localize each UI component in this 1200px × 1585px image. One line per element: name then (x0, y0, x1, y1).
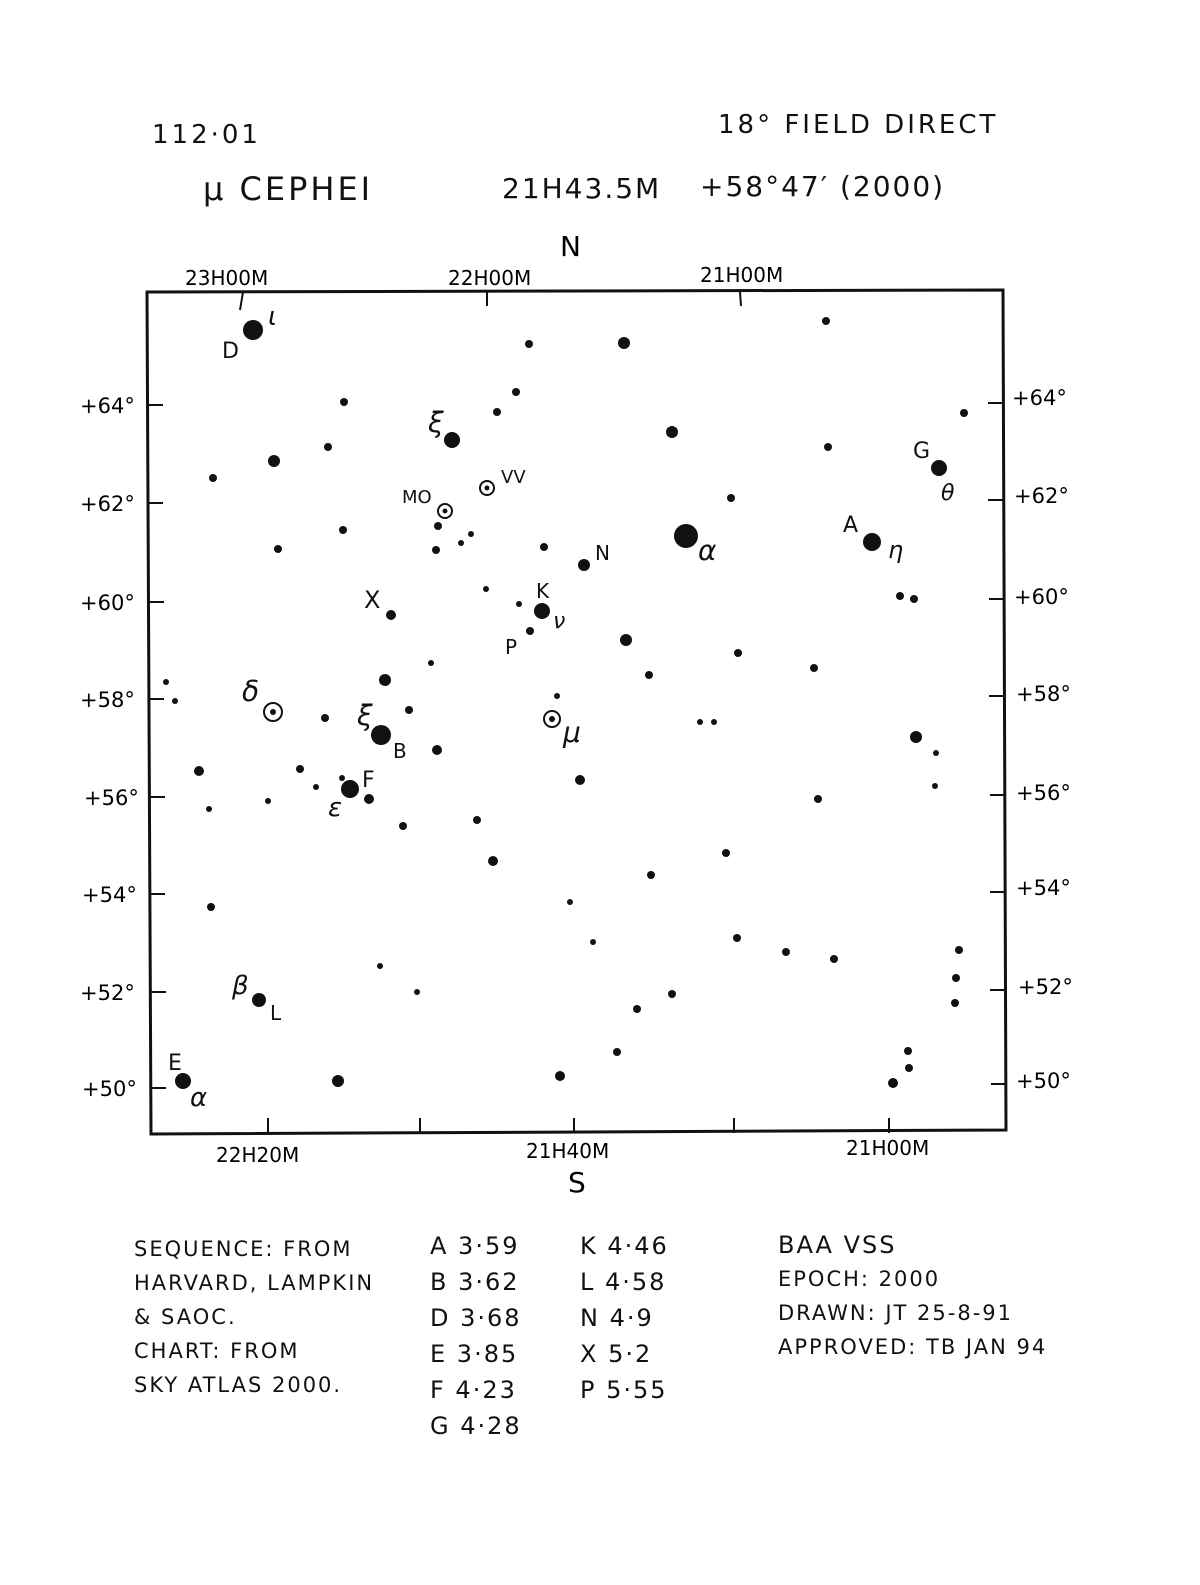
star (668, 990, 676, 998)
right-dec-label: +58° (1016, 682, 1071, 706)
top-tick-21h (740, 292, 741, 306)
right-dec-label: +56° (1016, 781, 1071, 805)
variable-star-centres (270, 486, 555, 723)
star (414, 989, 420, 995)
label-D: D (222, 339, 239, 364)
star (554, 693, 560, 699)
star (932, 783, 938, 789)
star (268, 455, 280, 467)
star (207, 903, 215, 911)
star (534, 603, 550, 619)
sequence-column-2 (580, 1228, 669, 1408)
left-dec-label: +60° (80, 591, 135, 615)
right-dec-label: +52° (1018, 975, 1073, 999)
sequence-entry: B 3·62 (430, 1268, 520, 1296)
left-dec-label: +52° (80, 981, 135, 1005)
info-line: APPROVED: TB JAN 94 (778, 1335, 1048, 1359)
label-alpha2: α (190, 1083, 208, 1113)
sequence-source (134, 1232, 374, 1402)
star (905, 1064, 913, 1072)
star (405, 706, 413, 714)
label-iota: ι (268, 302, 277, 332)
source-line: HARVARD, LAMPKIN (134, 1271, 375, 1295)
star (339, 775, 345, 781)
bottom-ra-label: 22H20M (216, 1143, 300, 1167)
star (578, 559, 590, 571)
star (618, 337, 630, 349)
source-line: & SAOC. (134, 1305, 237, 1329)
star (296, 765, 304, 773)
left-dec-label: +54° (82, 883, 137, 907)
star (468, 531, 474, 537)
sequence-entry: N 4·9 (580, 1304, 654, 1332)
star (888, 1078, 898, 1088)
label-nu: ν (553, 609, 566, 634)
right-dec-label: +50° (1016, 1069, 1071, 1093)
field-label: 18° FIELD DIRECT (718, 110, 999, 140)
star (526, 627, 534, 635)
source-line: SEQUENCE: FROM (134, 1237, 353, 1261)
bottom-ra-label: 21H00M (846, 1136, 930, 1160)
source-line: SKY ATLAS 2000. (134, 1373, 343, 1397)
star (666, 426, 678, 438)
star (633, 1005, 641, 1013)
top-ra-label: 23H00M (185, 266, 269, 290)
star (274, 545, 282, 553)
star (540, 543, 548, 551)
left-dec-label: +64° (80, 394, 135, 418)
star (371, 725, 391, 745)
left-dec-label: +50° (82, 1077, 137, 1101)
label-F: F (362, 768, 375, 793)
star (647, 871, 655, 879)
top-ra-label: 21H00M (700, 263, 784, 287)
star (951, 999, 959, 1007)
star (321, 714, 329, 722)
sequence-entry: P 5·55 (580, 1376, 668, 1404)
star (896, 592, 904, 600)
star (206, 806, 212, 812)
star (483, 586, 489, 592)
label-VV: VV (501, 467, 526, 488)
star (377, 963, 383, 969)
star (444, 432, 460, 448)
star (324, 443, 332, 451)
star (265, 798, 271, 804)
star (434, 522, 442, 530)
star (613, 1048, 621, 1056)
star (432, 745, 442, 755)
star (697, 719, 703, 725)
star (960, 409, 968, 417)
star (575, 775, 585, 785)
star-labels (168, 302, 955, 1113)
sequence-entry: K 4·46 (580, 1232, 669, 1260)
left-dec-label: +58° (80, 688, 135, 712)
star (313, 784, 319, 790)
star (567, 899, 573, 905)
label-MO: MO (402, 487, 432, 508)
sequence-entry: G 4·28 (430, 1412, 522, 1440)
star (674, 524, 698, 548)
label-alpha: α (698, 534, 717, 567)
star (252, 993, 266, 1007)
star (733, 934, 741, 942)
stars (163, 317, 968, 1089)
star (810, 664, 818, 672)
star (163, 679, 169, 685)
label-E: E (168, 1051, 182, 1076)
right-dec-label: +64° (1012, 386, 1067, 410)
star (955, 946, 963, 954)
star (830, 955, 838, 963)
chart-info (778, 1228, 1047, 1364)
star (910, 731, 922, 743)
star (722, 849, 730, 857)
label-xi-top: ξ (428, 406, 444, 439)
label-epsilon: ε (328, 793, 343, 823)
star (386, 610, 396, 620)
north-label: N (560, 230, 581, 263)
star (822, 317, 830, 325)
label-P: P (505, 635, 518, 659)
star (814, 795, 822, 803)
top-tick-23h (240, 292, 243, 310)
right-dec-axis (988, 386, 1073, 1093)
label-B: B (393, 739, 407, 763)
sequence-entry: L 4·58 (580, 1268, 667, 1296)
source-line: CHART: FROM (134, 1339, 300, 1363)
star (727, 494, 735, 502)
star (432, 546, 440, 554)
star (734, 649, 742, 657)
star (952, 974, 960, 982)
sequence-entry: D 3·68 (430, 1304, 522, 1332)
sequence-entry: F 4·23 (430, 1376, 517, 1404)
top-ra-label: 22H00M (448, 266, 532, 290)
label-eta: η (888, 536, 904, 564)
label-beta: β (232, 971, 249, 1001)
star (473, 816, 481, 824)
right-dec-label: +62° (1014, 484, 1069, 508)
sequence-entry: X 5·2 (580, 1340, 653, 1368)
dec-coordinate: +58°47′ (2000) (700, 170, 946, 203)
star (525, 340, 533, 348)
star (243, 320, 263, 340)
label-K: K (536, 579, 550, 603)
label-xi: ξ (357, 699, 373, 732)
south-label: S (568, 1166, 586, 1199)
star (931, 460, 947, 476)
star (782, 948, 790, 956)
left-dec-axis (80, 394, 166, 1101)
bottom-ra-label: 21H40M (526, 1139, 610, 1163)
star (458, 540, 464, 546)
star (399, 822, 407, 830)
label-delta: δ (242, 675, 260, 708)
star (339, 526, 347, 534)
star (590, 939, 596, 945)
star (428, 660, 434, 666)
sequence-entry: E 3·85 (430, 1340, 519, 1368)
star (172, 698, 178, 704)
sequence-column-1 (430, 1228, 522, 1444)
star (863, 533, 881, 551)
label-theta: θ (941, 481, 955, 506)
star (904, 1047, 912, 1055)
right-dec-label: +54° (1016, 876, 1071, 900)
star (620, 634, 632, 646)
chart-number: 112·01 (152, 120, 261, 150)
star (711, 719, 717, 725)
star (341, 780, 359, 798)
label-A: A (843, 513, 859, 538)
label-X: X (364, 586, 381, 614)
info-line: EPOCH: 2000 (778, 1267, 941, 1291)
star (332, 1075, 344, 1087)
info-line: BAA VSS (778, 1231, 897, 1259)
left-dec-label: +62° (80, 492, 135, 516)
star (516, 601, 522, 607)
star (933, 750, 939, 756)
star (364, 794, 374, 804)
right-dec-label: +60° (1014, 585, 1069, 609)
label-G: G (913, 439, 931, 464)
star (340, 398, 348, 406)
star (194, 766, 204, 776)
variable-stars (264, 481, 560, 727)
star (209, 474, 217, 482)
star (488, 856, 498, 866)
star (512, 388, 520, 396)
star (910, 595, 918, 603)
ra-coordinate: 21H43.5M (502, 172, 662, 205)
star (555, 1071, 565, 1081)
star (493, 408, 501, 416)
star (824, 443, 832, 451)
sequence-entry: A 3·59 (430, 1232, 520, 1260)
star-name: μ CEPHEI (203, 170, 374, 208)
info-line: DRAWN: JT 25-8-91 (778, 1301, 1014, 1325)
star (645, 671, 653, 679)
label-N: N (595, 541, 610, 565)
star (379, 674, 391, 686)
left-dec-label: +56° (84, 786, 139, 810)
label-mu: μ (563, 716, 581, 749)
label-L: L (270, 1001, 282, 1025)
